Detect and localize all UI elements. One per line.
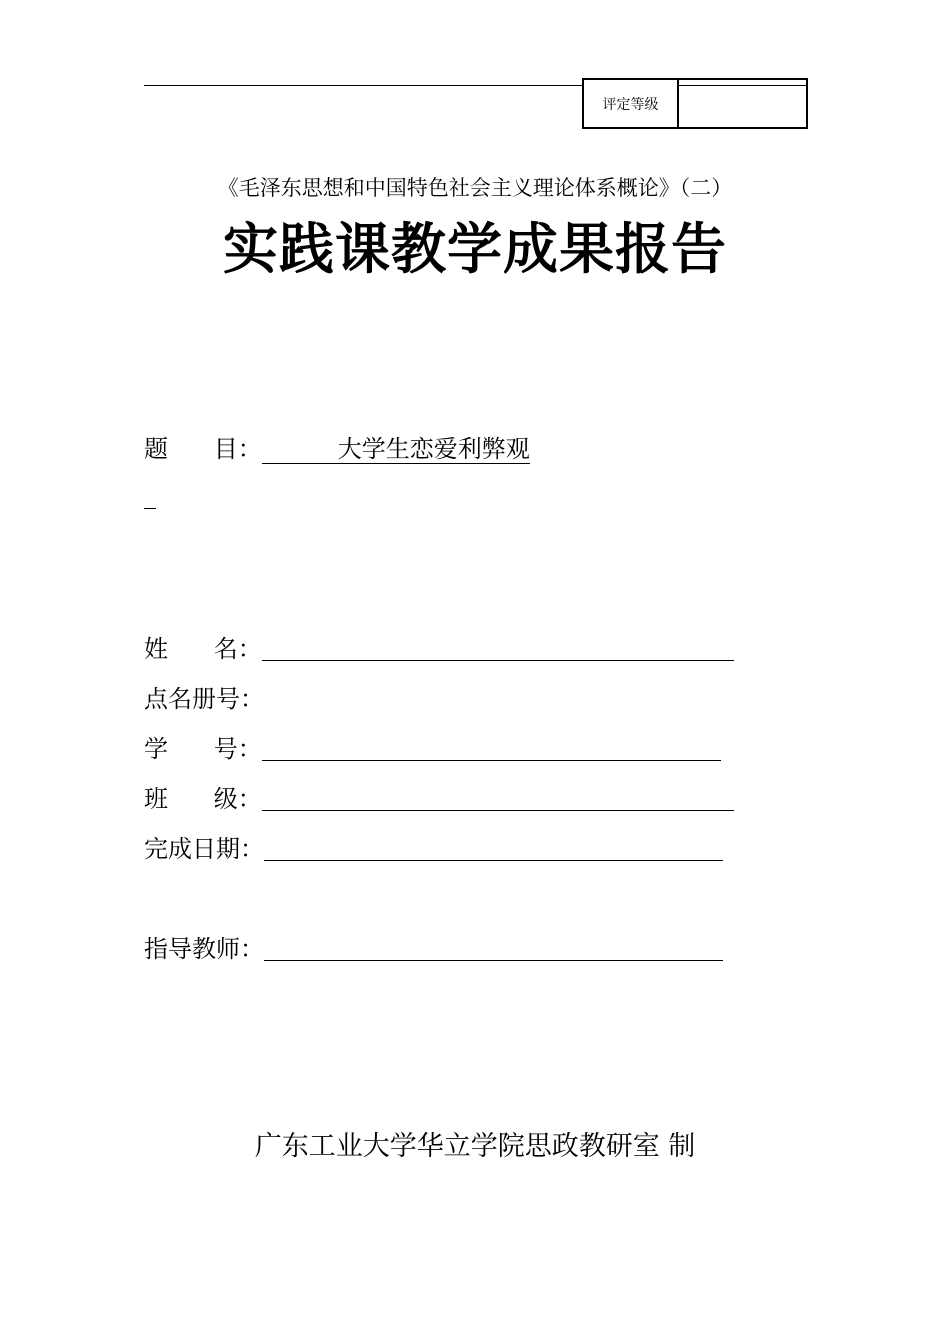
name-input-line[interactable]: [262, 636, 734, 661]
issuing-organization: 广东工业大学华立学院思政教研室 制: [254, 1131, 696, 1162]
header-rule: [144, 85, 584, 86]
roll-number-label: 点名册号：: [144, 685, 264, 713]
advisor-label: 指导教师：: [144, 935, 264, 963]
name-field: [144, 632, 734, 664]
completion-date-input-line[interactable]: [264, 836, 723, 861]
topic-label: 题 目：: [144, 435, 262, 463]
roll-number-field: [144, 682, 264, 714]
student-id-field: [144, 732, 721, 764]
name-label: 姓 名：: [144, 635, 262, 663]
advisor-field: [144, 932, 723, 964]
topic-value[interactable]: 大学生恋爱利弊观: [262, 435, 530, 464]
grade-label: 评定等级: [584, 80, 679, 127]
class-field: [144, 782, 734, 814]
grade-box: [582, 78, 808, 129]
class-label: 班 级：: [144, 785, 262, 813]
topic-field: [144, 432, 530, 464]
class-input-line[interactable]: [262, 786, 734, 811]
course-subtitle: 《毛泽东思想和中国特色社会主义理论体系概论》（二）: [217, 176, 733, 200]
completion-date-label: 完成日期：: [144, 835, 264, 863]
stray-underline: [144, 508, 156, 509]
grade-value-cell[interactable]: [679, 80, 806, 127]
completion-date-field: [144, 832, 723, 864]
report-title: 实践课教学成果报告: [222, 217, 727, 281]
student-id-input-line[interactable]: [262, 736, 721, 761]
student-id-label: 学 号：: [144, 735, 262, 763]
advisor-input-line[interactable]: [264, 936, 723, 961]
